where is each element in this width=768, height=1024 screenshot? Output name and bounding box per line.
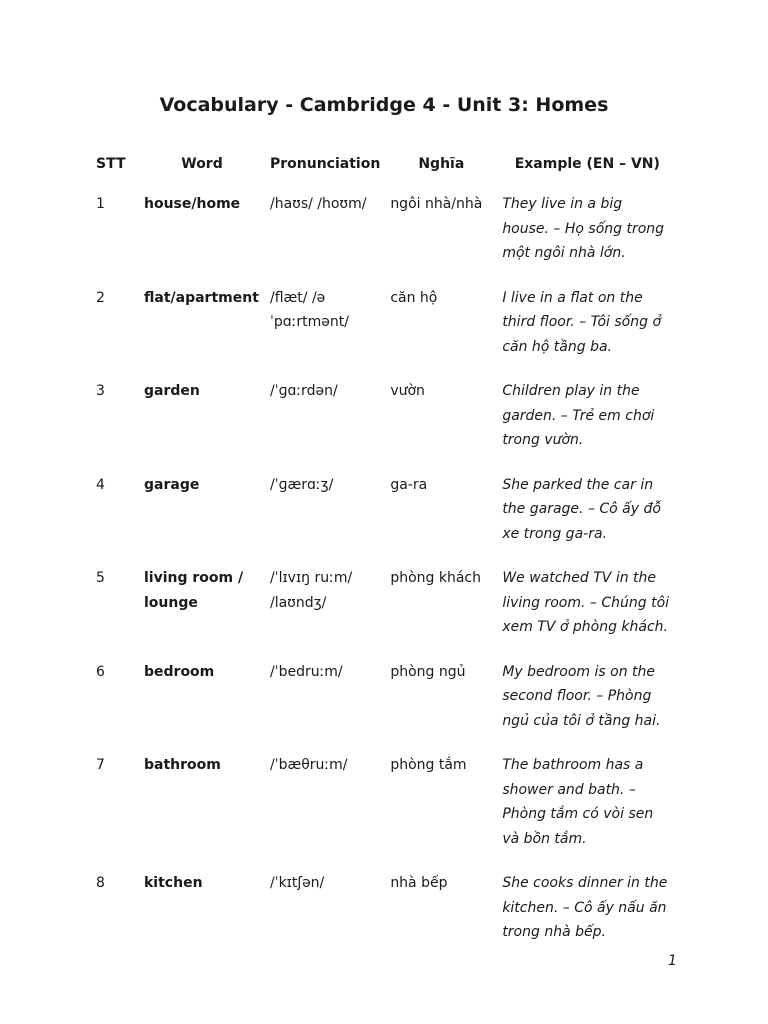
row-pronunciation: /ˈbedruːm/ bbox=[270, 663, 343, 680]
row-example: They live in a big house. – Họ sống trong một ngôi nhà lớn. bbox=[502, 196, 665, 261]
row-pronunciation: /ˈkɪtʃən/ bbox=[270, 875, 325, 891]
row-word: bedroom bbox=[144, 663, 215, 680]
row-meaning: vườn bbox=[390, 383, 425, 399]
table-row bbox=[85, 751, 677, 869]
row-word: flat/apartment bbox=[144, 289, 259, 306]
row-stt: 7 bbox=[96, 757, 105, 773]
row-pronunciation: /ˈlɪvɪŋ ruːm/ /laʊndʒ/ bbox=[270, 570, 353, 611]
row-example: She cooks dinner in the kitchen. – Cô ấy nấu ăn trong nhà bếp. bbox=[502, 875, 668, 940]
row-meaning: phòng ngủ bbox=[390, 663, 466, 680]
table-row bbox=[85, 564, 677, 658]
header-example: Example (EN – VN) bbox=[514, 156, 660, 172]
table-row bbox=[85, 471, 677, 565]
table-row bbox=[85, 190, 677, 284]
row-meaning: ga-ra bbox=[390, 476, 428, 493]
table-header-row bbox=[85, 148, 677, 190]
header-pronunciation: Pronunciation bbox=[270, 156, 381, 172]
page-title: Vocabulary - Cambridge 4 - Unit 3: Homes bbox=[159, 94, 609, 116]
row-word: kitchen bbox=[144, 875, 203, 891]
row-meaning: phòng tắm bbox=[390, 757, 467, 773]
table-row bbox=[85, 284, 677, 378]
row-example: My bedroom is on the second floor. – Phòng ngủ của tôi ở tầng hai. bbox=[502, 663, 661, 729]
header-stt: STT bbox=[96, 156, 126, 172]
row-stt: 3 bbox=[96, 383, 105, 399]
row-word: house/home bbox=[144, 196, 241, 212]
row-stt: 6 bbox=[96, 663, 105, 680]
row-pronunciation: /haʊs/ /hoʊm/ bbox=[270, 196, 367, 212]
row-stt: 1 bbox=[96, 196, 105, 212]
row-example: I live in a flat on the third floor. – Tôi sống ở căn hộ tầng ba. bbox=[502, 289, 662, 355]
table-row bbox=[85, 658, 677, 752]
header-meaning: Nghĩa bbox=[418, 156, 465, 172]
row-stt: 4 bbox=[96, 476, 105, 493]
row-pronunciation: /ˈbæθruːm/ bbox=[270, 757, 348, 773]
vocabulary-table bbox=[85, 148, 677, 963]
row-stt: 2 bbox=[96, 289, 105, 306]
row-meaning: căn hộ bbox=[390, 289, 438, 306]
header-word: Word bbox=[181, 156, 223, 172]
row-meaning: nhà bếp bbox=[390, 875, 448, 891]
row-example: The bathroom has a shower and bath. – Phòng tắm có vòi sen và bồn tắm. bbox=[502, 757, 654, 847]
row-example: Children play in the garden. – Trẻ em chơi trong vườn. bbox=[502, 383, 655, 448]
row-meaning: ngôi nhà/nhà bbox=[390, 196, 483, 212]
row-stt: 5 bbox=[96, 570, 105, 586]
row-example: She parked the car in the garage. – Cô ấy đỗ xe trong ga-ra. bbox=[502, 476, 661, 542]
row-word: living room / lounge bbox=[144, 570, 244, 611]
page-number: 1 bbox=[668, 953, 677, 969]
row-example: We watched TV in the living room. – Chúng tôi xem TV ở phòng khách. bbox=[502, 570, 670, 635]
row-pronunciation: /ˈɡærɑːʒ/ bbox=[270, 476, 334, 493]
row-word: garden bbox=[144, 383, 200, 399]
row-stt: 8 bbox=[96, 875, 105, 891]
table-row bbox=[85, 377, 677, 471]
row-meaning: phòng khách bbox=[390, 570, 481, 586]
row-word: garage bbox=[144, 476, 200, 493]
row-pronunciation: /ˈɡɑːrdən/ bbox=[270, 383, 338, 399]
table-row bbox=[85, 869, 677, 963]
row-word: bathroom bbox=[144, 757, 221, 773]
row-pronunciation: /flæt/ /əˈpɑːrtmənt/ bbox=[270, 289, 349, 330]
